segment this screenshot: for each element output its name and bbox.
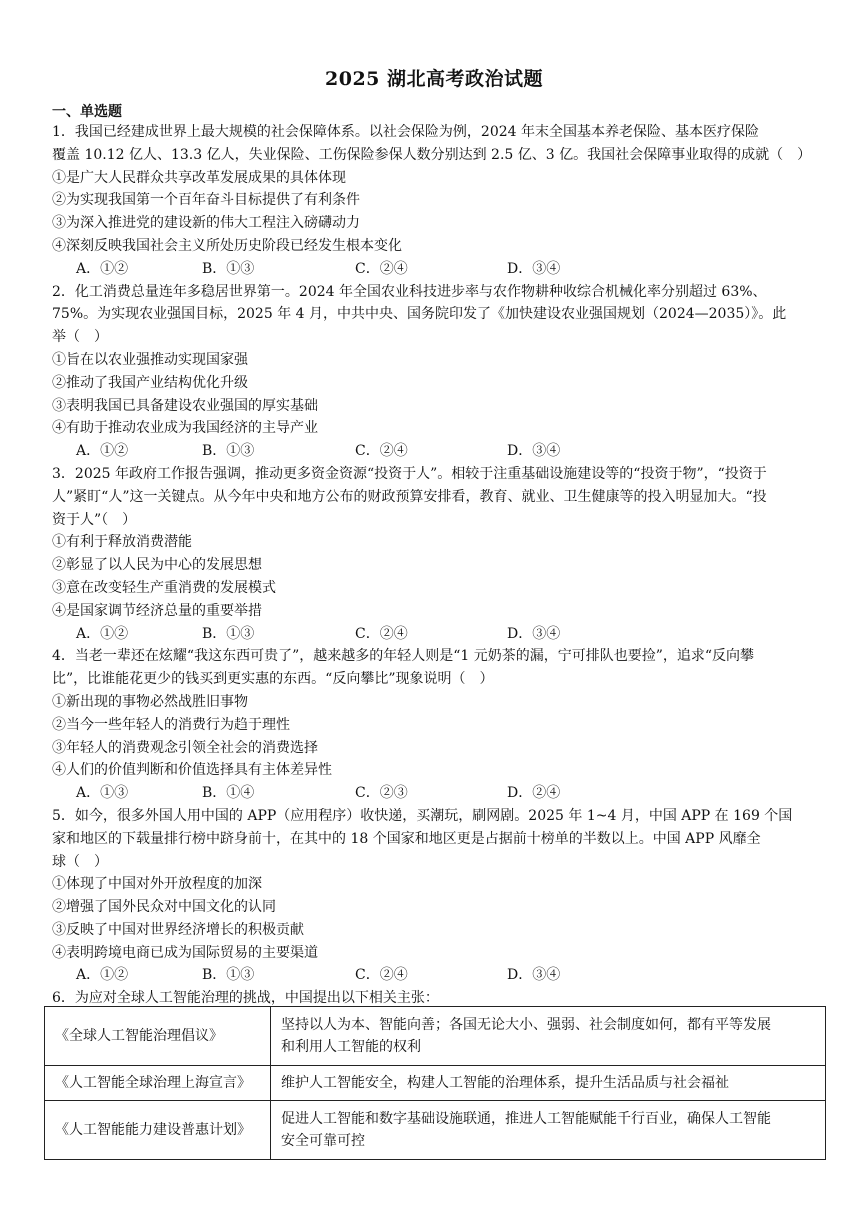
option-b: B．①④	[202, 785, 255, 802]
option-d: D．③④	[507, 625, 561, 642]
options-row	[52, 258, 822, 281]
question-stem-line: 覆盖 10.12 亿人、13.3 亿人，失业保险、工伤保险参保人数分别达到 2.5 亿、3 亿。我国社会保障事业取得的成就（ ）	[52, 146, 812, 163]
option-c: C．②④	[355, 260, 408, 277]
option-a: A．①③	[76, 785, 129, 802]
statement: ①是广大人民群众共享改革发展成果的具体体现	[52, 169, 346, 186]
statement: ④有助于推动农业成为我国经济的主导产业	[52, 420, 318, 437]
question-1	[52, 121, 822, 281]
options-row	[52, 964, 822, 987]
statement: ②彰显了以人民为中心的发展思想	[52, 557, 262, 574]
question-stem-line: 6．为应对全球人工智能治理的挑战，中国提出以下相关主张：	[52, 990, 439, 1007]
option-a: A．①②	[76, 260, 129, 277]
question-stem-line: 家和地区的下载量排行榜中跻身前十，在其中的 18 个国家和地区更是占据前十榜单的半数以上。中国 APP 风靡全	[52, 830, 761, 847]
statement: ①体现了中国对外开放程度的加深	[52, 876, 262, 893]
option-c: C．②④	[355, 967, 408, 984]
option-d: D．②④	[507, 785, 561, 802]
option-b: B．①③	[202, 260, 255, 277]
document-name-cell: 《全球人工智能治理倡议》	[45, 1007, 271, 1066]
statement: ④深刻反映我国社会主义所处历史阶段已经发生根本变化	[52, 237, 402, 254]
statement: ①有利于释放消费潜能	[52, 534, 192, 551]
question-4	[52, 645, 822, 805]
document-name-cell: 《人工智能能力建设普惠计划》	[45, 1101, 271, 1160]
question-stem-line: 4．当老一辈还在炫耀“我这东西可贵了”，越来越多的年轻人则是“1 元奶茶的漏，宁可排队也要捡”，追求“反向攀	[52, 648, 755, 665]
option-d: D．③④	[507, 260, 561, 277]
table-row	[45, 1007, 826, 1066]
statement: ②为实现我国第一个百年奋斗目标提供了有利条件	[52, 192, 360, 209]
question-stem-line: 资于人”（ ）	[52, 511, 137, 528]
statement: ②增强了国外民众对中国文化的认同	[52, 899, 276, 916]
question-5	[52, 805, 822, 987]
question-stem-line: 比”，比谁能花更少的钱买到更实惠的东西。“反向攀比”现象说明（ ）	[52, 671, 494, 688]
question-stem-line: 2．化工消费总量连年多稳居世界第一。2024 年全国农业科技进步率与农作物耕种收综合机械化率分别超过 63%、	[52, 283, 767, 300]
option-b: B．①③	[202, 443, 255, 460]
option-c: C．②③	[355, 785, 408, 802]
statement: ③为深入推进党的建设新的伟大工程注入磅礴动力	[52, 215, 360, 232]
question-stem-line: 人”紧盯“人”这一关键点。从今年中央和地方公布的财政预算安排看，教育、就业、卫生健康等的投入明显加大。“投	[52, 488, 767, 505]
option-a: A．①②	[76, 625, 129, 642]
options-row	[52, 623, 822, 646]
cell-line: 和利用人工智能的权利	[281, 1039, 421, 1055]
cell-line: 维护人工智能安全，构建人工智能的治理体系，提升生活品质与社会福祉	[281, 1075, 729, 1091]
cell-line: 坚持以人为本、智能向善；各国无论大小、强弱、社会制度如何，都有平等发展	[281, 1017, 771, 1033]
question-stem-line: 5．如今，很多外国人用中国的 APP（应用程序）收快递，买潮玩，刷网剧。2025 年 1~4 月，中国 APP 在 169 个国	[52, 807, 793, 824]
option-d: D．③④	[507, 967, 561, 984]
option-d: D．③④	[507, 443, 561, 460]
question-3	[52, 463, 822, 645]
page-title: 2025 湖北高考政治试题	[325, 68, 543, 90]
section-heading: 一、单选题	[52, 104, 122, 120]
statement: ④是国家调节经济总量的重要举措	[52, 602, 262, 619]
option-a: A．①②	[76, 443, 129, 460]
option-a: A．①②	[76, 967, 129, 984]
cell-line: 安全可靠可控	[281, 1133, 365, 1149]
option-b: B．①③	[202, 967, 255, 984]
question-stem-line: 举（ ）	[52, 329, 108, 346]
document-content-cell	[271, 1101, 826, 1160]
question-stem-line: 球（ ）	[52, 853, 108, 870]
options-row	[52, 782, 822, 805]
statement: ③意在改变轻生产重消费的发展模式	[52, 579, 276, 596]
question-stem-line: 75%。为实现农业强国目标，2025 年 4 月，中共中央、国务院印发了《加快建设农业强国规划（2024—2035）》。此	[52, 306, 787, 323]
option-b: B．①③	[202, 625, 255, 642]
statement: ③年轻人的消费观念引领全社会的消费选择	[52, 739, 318, 756]
table-row	[45, 1066, 826, 1101]
question-stem-line: 1．我国已经建成世界上最大规模的社会保障体系。以社会保险为例，2024 年末全国基本养老保险、基本医疗保险	[52, 124, 759, 140]
document-content-cell	[271, 1007, 826, 1066]
statement: ①新出现的事物必然战胜旧事物	[52, 693, 248, 710]
statement: ②当今一些年轻人的消费行为趋于理性	[52, 716, 290, 733]
option-c: C．②④	[355, 443, 408, 460]
document-content-cell	[271, 1066, 826, 1101]
statement: ③表明我国已具备建设农业强国的厚实基础	[52, 397, 318, 414]
statement: ①旨在以农业强推动实现国家强	[52, 351, 248, 368]
question-stem-line: 3．2025 年政府工作报告强调，推动更多资金资源“投资于人”。相较于注重基础设施建设等的“投资于物”，“投资于	[52, 465, 767, 482]
document-name-cell: 《人工智能全球治理上海宣言》	[45, 1066, 271, 1101]
cell-line: 促进人工智能和数字基础设施联通，推进人工智能赋能千行百业，确保人工智能	[281, 1111, 771, 1127]
question-2	[52, 281, 822, 463]
question-list	[52, 121, 822, 1010]
options-row	[52, 440, 822, 463]
statement: ③反映了中国对世界经济增长的积极贡献	[52, 921, 304, 938]
table-row	[45, 1101, 826, 1160]
ai-governance-table	[44, 1006, 826, 1160]
statement: ④表明跨境电商已成为国际贸易的主要渠道	[52, 944, 318, 961]
statement: ④人们的价值判断和价值选择具有主体差异性	[52, 762, 332, 779]
statement: ②推动了我国产业结构优化升级	[52, 374, 248, 391]
option-c: C．②④	[355, 625, 408, 642]
